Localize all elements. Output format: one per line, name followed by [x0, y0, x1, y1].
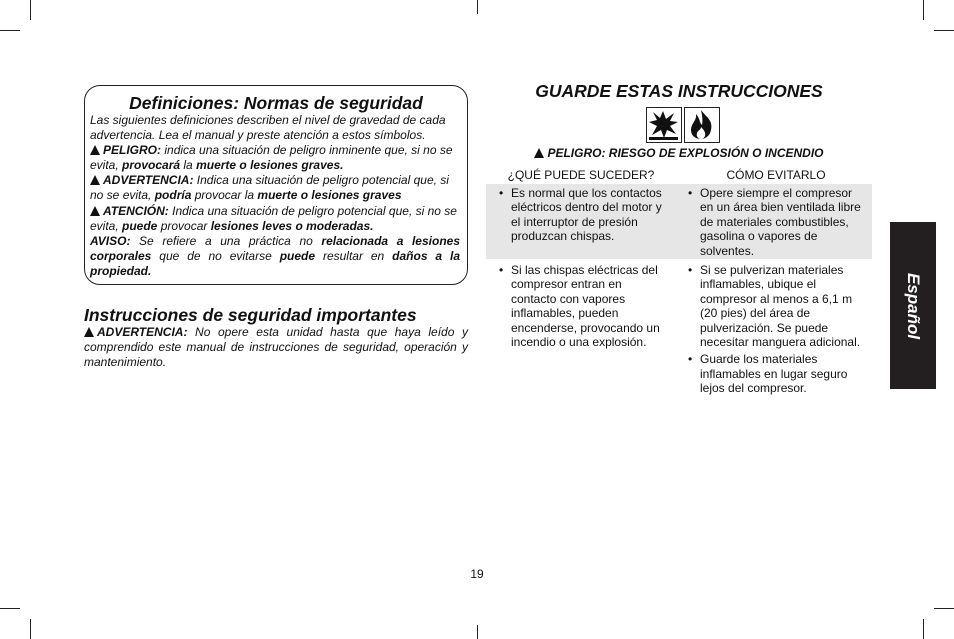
warning-triangle-icon: [84, 327, 94, 337]
explosion-icon: [646, 107, 682, 143]
definitions-body: [90, 113, 460, 279]
crop-mark: [30, 0, 31, 20]
aviso-definition: AVISO: Se refiere a una práctica no relacionada a lesiones corporales que de no evitarse puede resultar en daños a la propiedad.: [90, 233, 461, 278]
list-item: • Es normal que los contactos eléctricos dentro del motor y el interruptor de presión produzcan chispas.: [499, 186, 669, 244]
row1-what: [499, 186, 669, 247]
warning-triangle-icon: [90, 145, 100, 155]
list-item: • Opere siempre el compresor en un área bien ventilada libre de materiales combustibles, gasolina o vapores de solventes.: [688, 186, 868, 258]
crop-mark: [934, 608, 954, 609]
language-tab: [890, 222, 936, 389]
list-item: • Si se pulverizan materiales inflamables, ubique el compresor al menos a 6,1 m (20 pies) del área de pulverización. Se puede necesitar manguera adicional.: [688, 263, 868, 349]
row2-what: [499, 263, 669, 352]
crop-mark: [934, 30, 954, 31]
warning-triangle-icon: [90, 175, 100, 185]
list-item: • Si las chispas eléctricas del compresor entran en contacto con vapores inflamables, pueden encenderse, provocando un incendio o una explosión.: [499, 263, 669, 349]
crop-mark: [923, 0, 924, 20]
crop-mark: [477, 625, 478, 639]
row1-how: [688, 186, 868, 261]
warning-triangle-icon: [90, 206, 100, 216]
warning-triangle-icon: [534, 148, 544, 158]
danger-heading: PELIGRO: RIESGO DE EXPLOSIÓN O INCENDIO: [486, 146, 872, 160]
fire-icon: [684, 107, 720, 143]
row2-how: [688, 263, 868, 399]
language-tab-label: Español: [904, 272, 923, 339]
crop-mark: [923, 619, 924, 639]
crop-mark: [0, 30, 20, 31]
atencion-definition: ATENCIÓN: Indica una situación de peligro potencial que, si no se evita, puede provocar lesiones leves o moderadas.: [90, 203, 457, 233]
definitions-title: Definiciones: Normas de seguridad: [129, 93, 423, 113]
advertencia-definition: ADVERTENCIA: Indica una situación de peligro potencial que, si no se evita, podría provocar la muerte o lesiones graves: [90, 173, 449, 203]
column-header-what: ¿QUÉ PUEDE SUCEDER?: [507, 168, 655, 182]
list-item: • Guarde los materiales inflamables en lugar seguro lejos del compresor.: [688, 352, 868, 395]
page-number: 19: [470, 567, 484, 581]
column-header-how: CÓMO EVITARLO: [726, 168, 826, 182]
safety-title: Instrucciones de seguridad importantes: [84, 305, 417, 325]
definitions-intro: Las siguientes definiciones describen el nivel de gravedad de cada advertencia. Lea el manual y preste atención a estos símbolos.: [90, 113, 446, 143]
peligro-definition: PELIGRO: indica una situación de peligro inminente que, si no se evita, provocará la muerte o lesiones graves.: [90, 143, 453, 173]
crop-mark: [0, 608, 20, 609]
safety-warning: ADVERTENCIA: No opere esta unidad hasta que haya leído y comprendido este manual de instrucciones de seguridad, operación y mantenimiento.: [84, 325, 468, 370]
crop-mark: [30, 619, 31, 639]
crop-mark: [477, 0, 478, 14]
guard-title: GUARDE ESTAS INSTRUCCIONES: [535, 81, 823, 101]
